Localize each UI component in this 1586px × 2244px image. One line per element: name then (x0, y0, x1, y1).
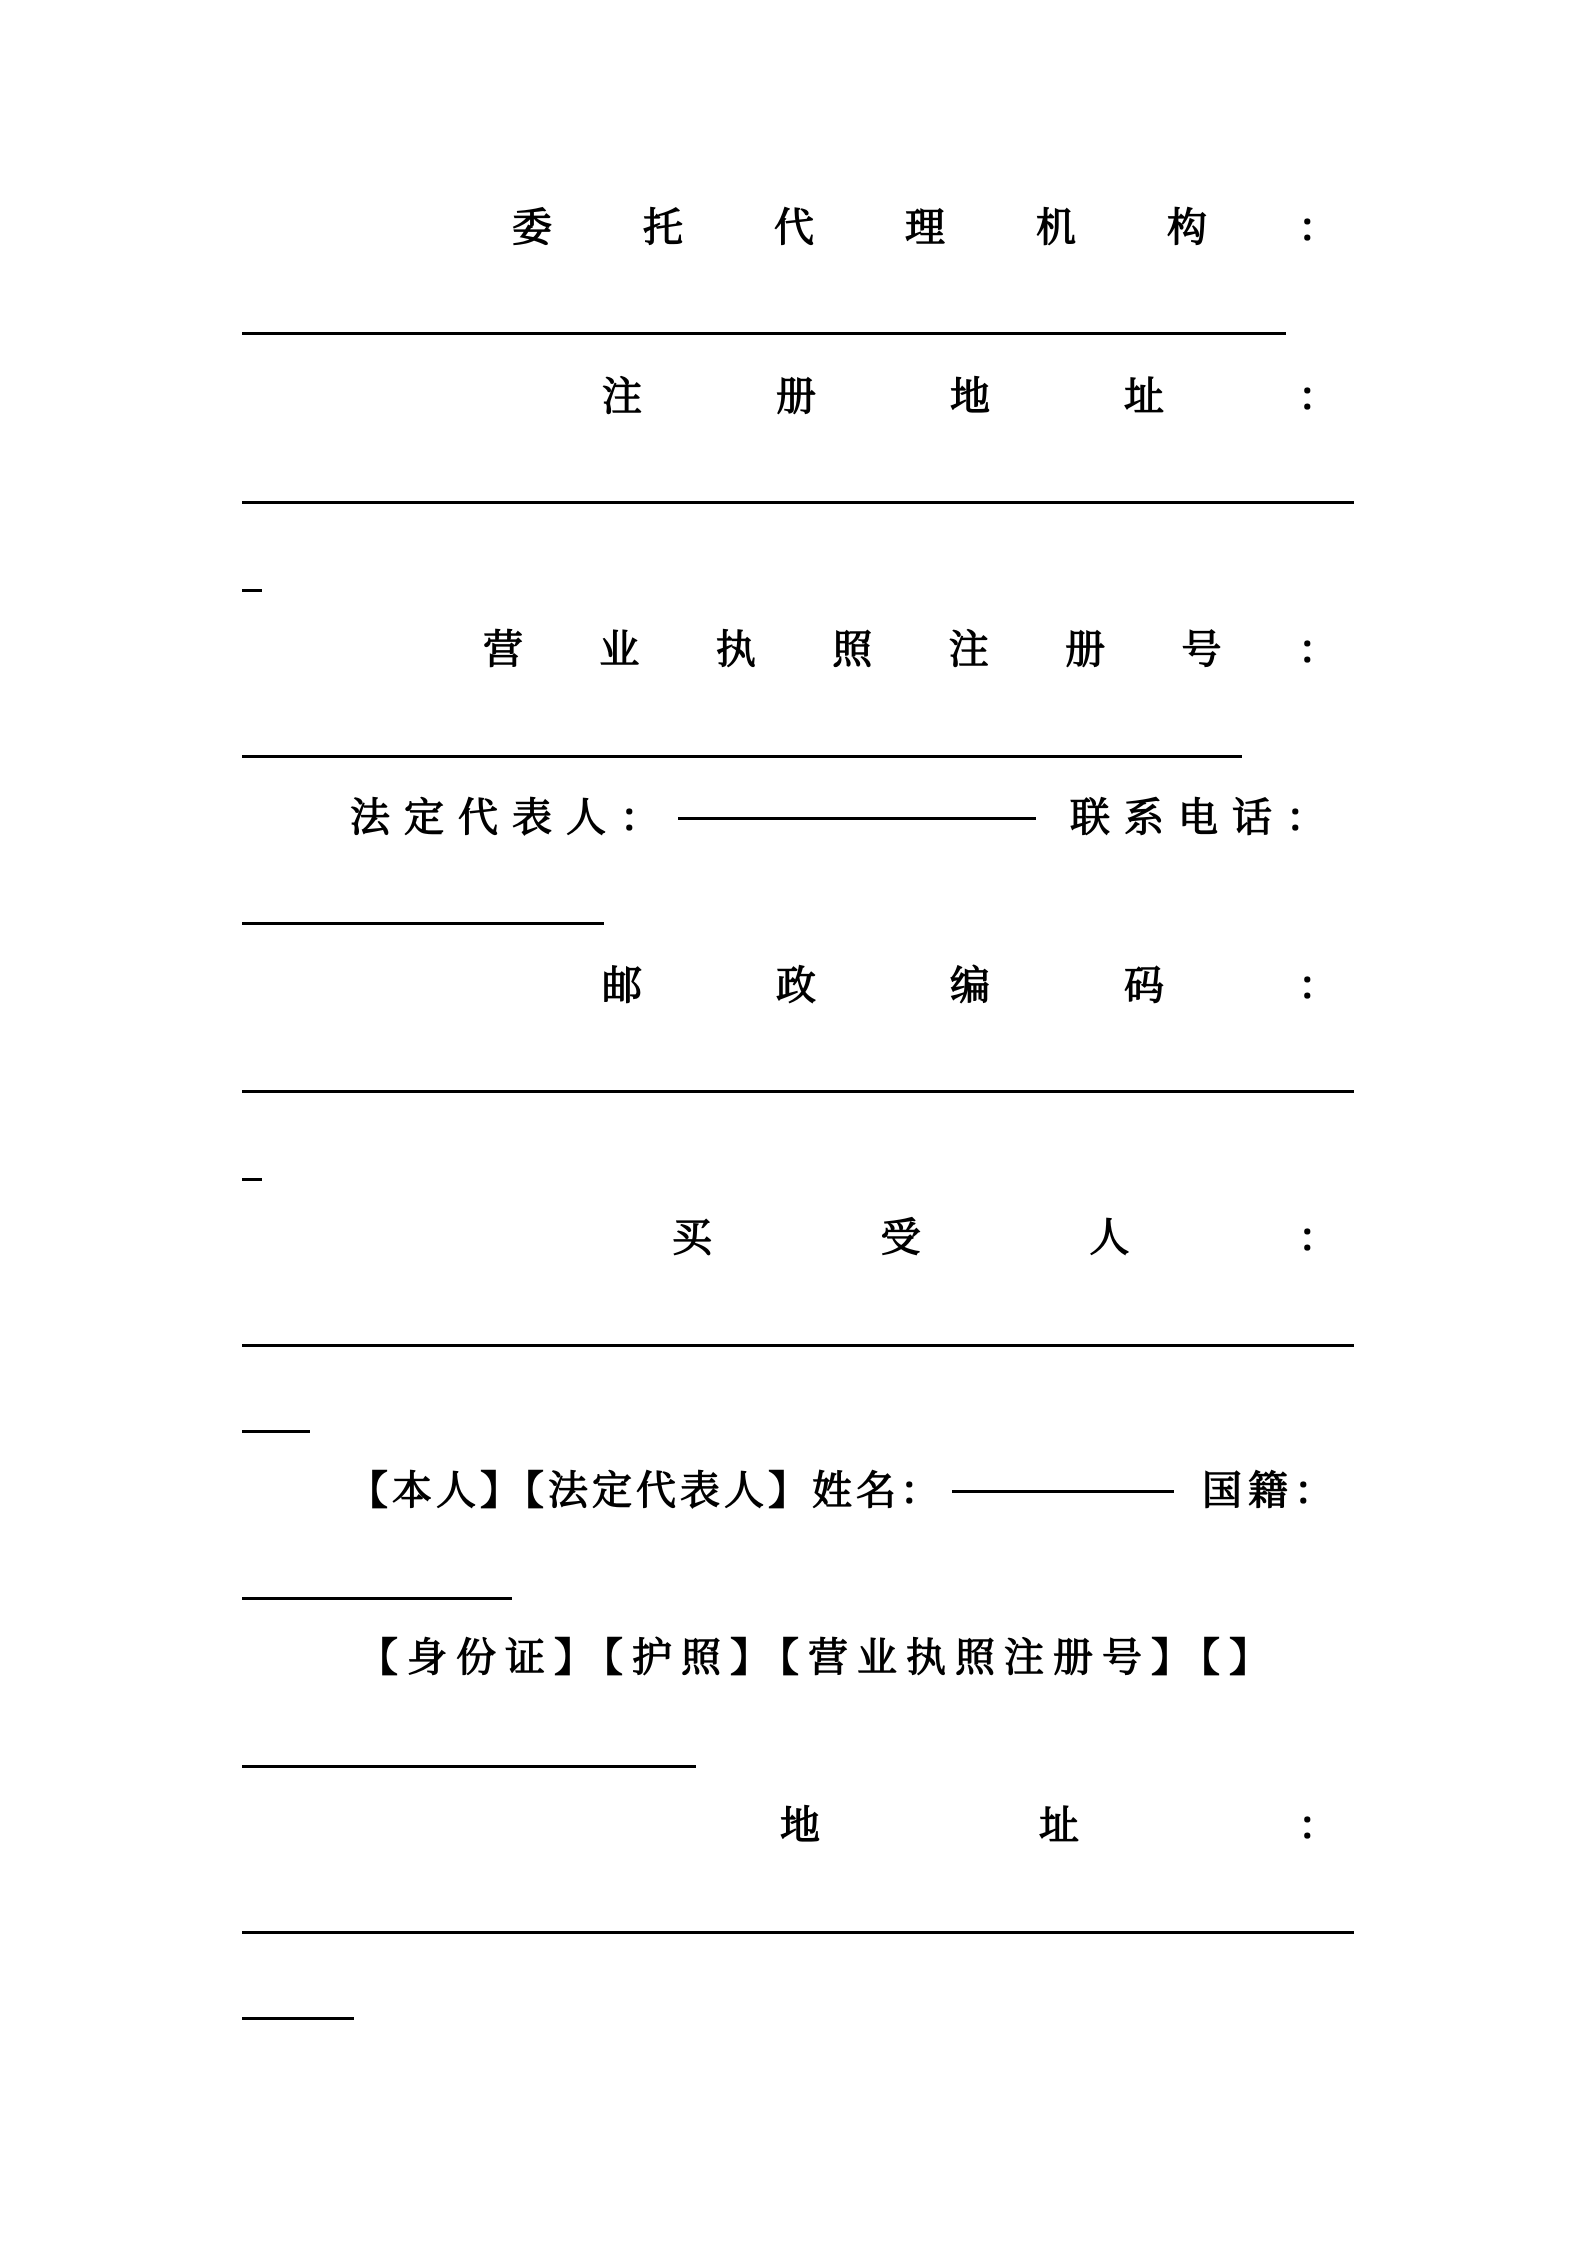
postcode-label-row (602, 956, 1338, 1016)
reg-address-fill-line-cont[interactable] (242, 589, 262, 592)
postcode-fill-line-cont[interactable] (242, 1178, 262, 1181)
assignee-fill-line[interactable] (242, 1344, 1354, 1347)
reg-address-fill-line[interactable] (242, 501, 1354, 504)
license-no-label-char: 注 (948, 627, 989, 673)
phone-label: 联系电话： (1070, 795, 1340, 841)
person-row (348, 1461, 1340, 1521)
reg-address-label-char: ： (1298, 374, 1338, 420)
legal-rep-label: 法定代表人： (350, 795, 674, 841)
address-label-char: ： (1298, 1803, 1338, 1849)
legal-rep-fill-line[interactable] (678, 817, 1036, 820)
id-types-row (358, 1628, 1348, 1688)
assignee-fill-line-cont[interactable] (242, 1430, 310, 1433)
address-fill-line-cont[interactable] (242, 2017, 354, 2020)
postcode-label-char: 编 (950, 963, 990, 1009)
license-no-label-char: 册 (1065, 627, 1106, 673)
assignee-label-row (672, 1208, 1338, 1268)
reg-address-label-char: 地 (950, 374, 990, 420)
agency-label-char: 理 (905, 205, 945, 251)
agency-label-char: 委 (512, 205, 552, 251)
license-no-label-char: ： (1297, 627, 1338, 673)
address-label-char: 址 (1039, 1803, 1079, 1849)
postcode-label-char: 政 (776, 963, 816, 1009)
license-no-fill-line[interactable] (242, 755, 1242, 758)
reg-address-label-char: 注 (602, 374, 642, 420)
postcode-fill-line[interactable] (242, 1090, 1354, 1093)
agency-label-char: 构 (1167, 205, 1207, 251)
reg-address-label-char: 册 (776, 374, 816, 420)
postcode-label-char: ： (1298, 963, 1338, 1009)
postcode-label-char: 邮 (602, 963, 642, 1009)
phone-fill-line[interactable] (242, 922, 604, 925)
legal-rep-row (350, 788, 1340, 848)
agency-label-char: 托 (643, 205, 683, 251)
agency-fill-line[interactable] (242, 332, 1286, 335)
agency-label-char: 机 (1036, 205, 1076, 251)
nationality-label: 国籍： (1202, 1468, 1340, 1514)
assignee-label-char: 受 (880, 1215, 921, 1261)
agency-label-char: 代 (774, 205, 814, 251)
license-no-label-char: 照 (832, 627, 873, 673)
agency-label-row (512, 198, 1338, 258)
address-label-row (780, 1796, 1338, 1856)
person-name-fill-line[interactable] (952, 1490, 1174, 1493)
assignee-label-char: 人 (1089, 1215, 1130, 1261)
nationality-fill-line[interactable] (242, 1597, 512, 1600)
address-label-char: 地 (780, 1803, 820, 1849)
person-name-label: 【本人】【法定代表人】姓名： (348, 1468, 944, 1514)
reg-address-label-row (602, 367, 1338, 427)
postcode-label-char: 码 (1124, 963, 1164, 1009)
license-no-label-row (483, 620, 1338, 680)
license-no-label-char: 号 (1181, 627, 1222, 673)
id-number-fill-line[interactable] (242, 1765, 696, 1768)
assignee-label-char: 买 (672, 1215, 712, 1261)
license-no-label-char: 业 (599, 627, 640, 673)
agency-label-char: ： (1298, 205, 1338, 251)
license-no-label-char: 营 (483, 627, 523, 673)
id-types-label: 【身份证】【护照】【营业执照注册号】【】 (358, 1635, 1278, 1681)
reg-address-label-char: 址 (1124, 374, 1164, 420)
license-no-label-char: 执 (715, 627, 756, 673)
assignee-label-char: ： (1297, 1215, 1338, 1261)
address-fill-line[interactable] (242, 1931, 1354, 1934)
